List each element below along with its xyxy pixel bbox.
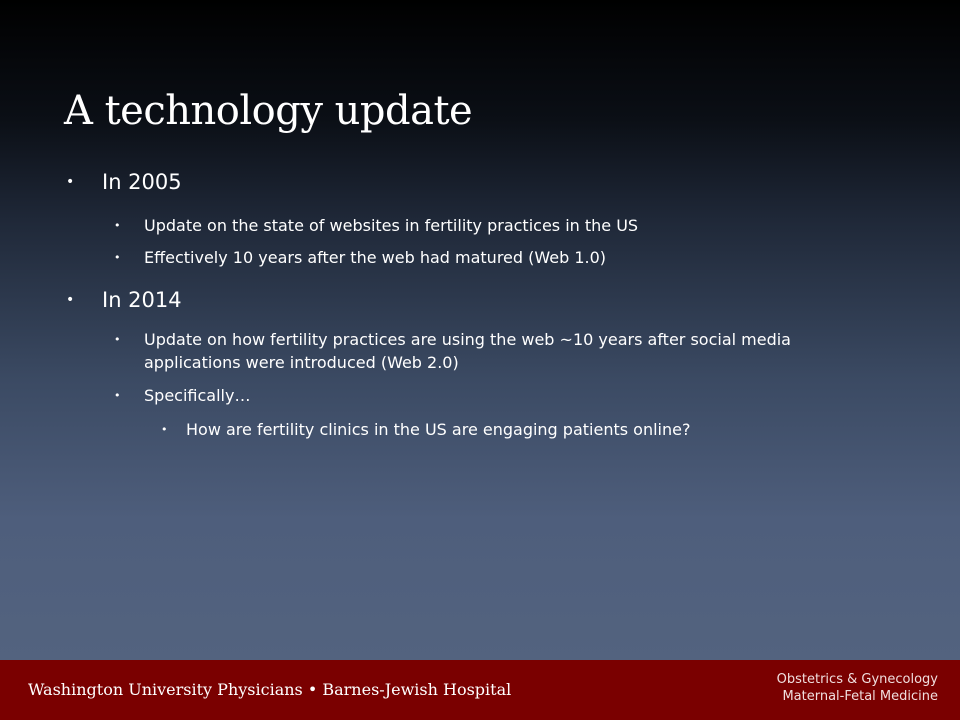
bullet-text: In 2014 bbox=[102, 288, 182, 312]
bullet-text: In 2005 bbox=[102, 170, 182, 194]
bullet-level2 bbox=[64, 328, 884, 374]
footer-bar bbox=[0, 660, 960, 720]
slide-title: A technology update bbox=[64, 88, 473, 134]
bullet-dot: • bbox=[161, 423, 168, 436]
bullet-level2 bbox=[64, 214, 884, 237]
footer-department-line1: Obstetrics & Gynecology bbox=[776, 672, 938, 687]
bullet-level1-2014 bbox=[64, 286, 884, 314]
bullet-dot: • bbox=[66, 292, 75, 308]
bullet-dot: • bbox=[114, 333, 121, 346]
bullet-level2 bbox=[64, 246, 884, 269]
bullet-level1-2005 bbox=[64, 168, 884, 196]
bullet-level3 bbox=[64, 418, 884, 441]
bullet-dot: • bbox=[66, 174, 75, 190]
bullet-dot: • bbox=[114, 219, 121, 232]
bullet-text: Update on how fertility practices are using the web ~10 years after social media applications were introduced (Web 2.0) bbox=[144, 330, 791, 372]
bullet-list bbox=[64, 168, 884, 441]
bullet-level2 bbox=[64, 384, 884, 407]
footer-department-line2: Maternal-Fetal Medicine bbox=[782, 689, 938, 704]
bullet-text: Specifically… bbox=[144, 386, 251, 405]
bullet-dot: • bbox=[114, 389, 121, 402]
footer-institution: Washington University Physicians • Barnes-Jewish Hospital bbox=[28, 680, 512, 699]
bullet-text: Update on the state of websites in fertility practices in the US bbox=[144, 216, 639, 235]
bullet-dot: • bbox=[114, 251, 121, 264]
footer-department bbox=[777, 671, 938, 705]
bullet-text: How are fertility clinics in the US are engaging patients online? bbox=[186, 420, 691, 439]
bullet-text: Effectively 10 years after the web had matured (Web 1.0) bbox=[144, 248, 607, 267]
